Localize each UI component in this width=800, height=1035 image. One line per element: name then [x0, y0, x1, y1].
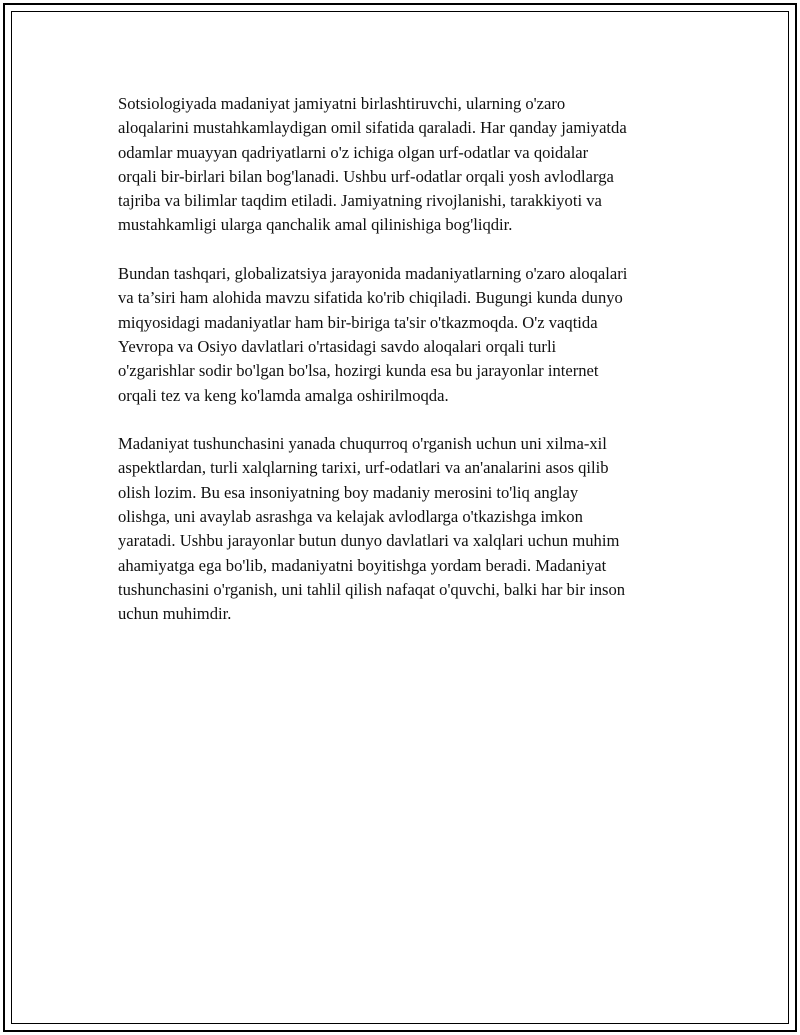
- document-body: [118, 92, 693, 651]
- paragraph-3: Madaniyat tushunchasini yanada chuqurroq o'rganish uchun uni xilma-xil aspektlardan, turli xalqlarning tarixi, urf-odatlari va an'analarini asos qilib olish lozim. Bu esa insoniyatning boy madaniy merosini to'liq anglay olishga, uni avaylab asrashga va kelajak avlodlarga o'tkazishga imkon yaratadi. Ushbu jarayonlar butun dunyo davlatlari va xalqlari uchun muhim ahamiyatga ega bo'lib, madaniyatni boyitishga yordam beradi. Madaniyat tushunchasini o'rganish, uni tahlil qilish nafaqat o'quvchi, balki har bir inson uchun muhimdir.: [118, 434, 626, 624]
- paragraph-1: Sotsiologiyada madaniyat jamiyatni birlashtiruvchi, ularning o'zaro aloqalarini mustahkamlaydigan omil sifatida qaraladi. Har qanday jamiyatda odamlar muayyan qadriyatlarni o'z ichiga olgan urf-odatlar va qoidalar orqali bir-birlari bilan bog'lanadi. Ushbu urf-odatlar orqali yosh avlodlarga tajriba va bilimlar taqdim etiladi. Jamiyatning rivojlanishi, tarakkiyoti va mustahkamligi ularga qanchalik amal qilinishiga bog'liqdir.: [118, 94, 627, 235]
- paragraph-2: Bundan tashqari, globalizatsiya jarayonida madaniyatlarning o'zaro aloqalari va ta’siri ham alohida mavzu sifatida ko'rib chiqiladi. Bugungi kunda dunyo miqyosidagi madaniyatlar ham bir-biriga ta'sir o'tkazmoqda. O'z vaqtida Yevropa va Osiyo davlatlari o'rtasidagi savdo aloqalari orqali turli o'zgarishlar sodir bo'lgan bo'lsa, hozirgi kunda esa bu jarayonlar internet orqali tez va keng ko'lamda amalga oshirilmoqda.: [118, 264, 628, 405]
